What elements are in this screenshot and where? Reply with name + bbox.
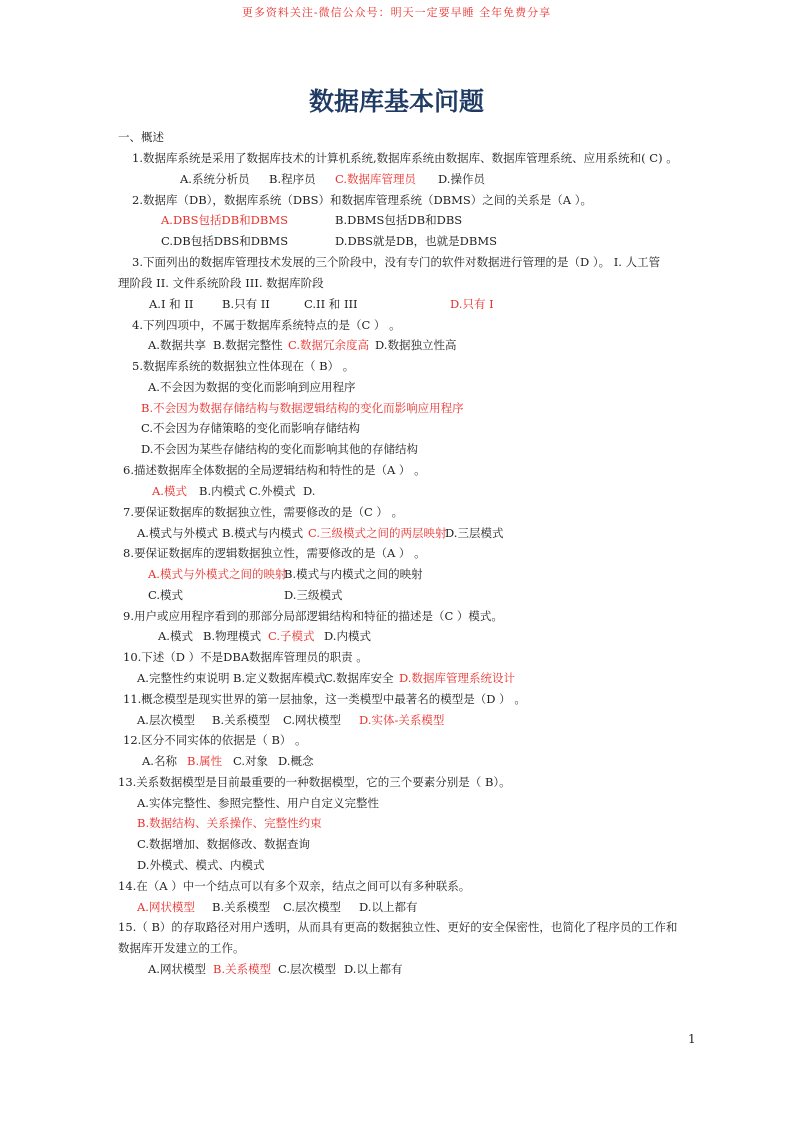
answer-option-correct: A.DBS包括DB和DBMS	[161, 213, 289, 227]
answer-option: A.不会因为数据的变化而影响到应用程序	[148, 380, 356, 394]
answer-option-correct: A.模式	[152, 484, 187, 498]
answer-option-correct: B.不会因为数据存储结构与数据逻辑结构的变化而影响应用程序	[141, 401, 464, 415]
answer-option: A.层次模型	[137, 713, 195, 727]
answer-option: B.数据完整性	[213, 338, 283, 352]
answer-option: C.数据库安全	[324, 671, 394, 685]
answer-option: D.外模式、模式、内模式	[137, 858, 265, 872]
answer-option: D.内模式	[324, 629, 371, 643]
answer-option: D.数据独立性高	[375, 338, 457, 352]
answer-option: B.只有 II	[222, 297, 270, 311]
question-stem: 11.概念模型是现实世界的第一层抽象，这一类模型中最著名的模型是（D ） 。	[123, 692, 526, 706]
answer-option: D.	[303, 484, 316, 498]
answer-option-correct: D.只有 I	[450, 297, 494, 311]
answer-option: C.数据增加、数据修改、数据查询	[137, 837, 311, 851]
answer-option: D.三层模式	[445, 526, 504, 540]
question-stem: 7.要保证数据库的数据独立性，需要修改的是（C ） 。	[123, 505, 404, 519]
answer-option-correct: C.子模式	[268, 629, 315, 643]
answer-option: B.内模式	[199, 484, 246, 498]
answer-option-correct: C.数据库管理员	[335, 172, 417, 186]
answer-option: C.层次模型	[278, 962, 337, 976]
answer-option: A.完整性约束说明	[137, 671, 230, 685]
answer-option: D.不会因为某些存储结构的变化而影响其他的存储结构	[141, 442, 418, 456]
answer-option: C.不会因为存储策略的变化而影响存储结构	[141, 421, 361, 435]
answer-option: B.模式与内模式之间的映射	[284, 567, 423, 581]
answer-option: C.层次模型	[283, 900, 342, 914]
answer-option: A.系统分析员	[180, 172, 250, 186]
answer-option: A.数据共享	[148, 338, 206, 352]
answer-option: A.模式	[158, 629, 193, 643]
answer-option: B.模式与内模式	[222, 526, 304, 540]
answer-option: B.关系模型	[212, 900, 271, 914]
answer-option: B.程序员	[269, 172, 316, 186]
answer-option: C.网状模型	[283, 713, 342, 727]
answer-option: B.物理模式	[203, 629, 262, 643]
answer-option-correct: C.数据冗余度高	[288, 338, 370, 352]
answer-option: A.名称	[142, 754, 177, 768]
answer-option: C.外模式	[249, 484, 296, 498]
answer-option-correct: B.关系模型	[213, 962, 272, 976]
answer-option-correct: A.网状模型	[137, 900, 195, 914]
answer-option-correct: D.数据库管理系统设计	[399, 671, 515, 685]
answer-option-correct: B.属性	[187, 754, 223, 768]
answer-option-correct: D.实体-关系模型	[359, 713, 445, 727]
question-stem: 5.数据库系统的数据独立性体现在（ B） 。	[132, 359, 355, 373]
header-banner: 更多资料关注-微信公众号：明天一定要早睡 全年免费分享	[241, 6, 552, 19]
answer-option: B.定义数据库模式	[233, 671, 326, 685]
answer-option: A.实体完整性、参照完整性、用户自定义完整性	[137, 796, 379, 810]
answer-option: D.概念	[278, 754, 314, 768]
answer-option-correct: C.三级模式之间的两层映射	[308, 526, 447, 540]
answer-option: D.三级模式	[284, 588, 343, 602]
answer-option: C.II 和 III	[304, 297, 358, 311]
answer-option: A.网状模型	[148, 962, 206, 976]
answer-option: C.对象	[233, 754, 269, 768]
answer-option: D.以上都有	[344, 962, 403, 976]
answer-option-correct: B.数据结构、关系操作、完整性约束	[137, 816, 322, 830]
answer-option: C.DB包括DBS和DBMS	[161, 234, 289, 248]
question-stem: 8.要保证数据库的逻辑数据独立性，需要修改的是（A ） 。	[123, 546, 426, 560]
question-stem: 15.（ B）的存取路径对用户透明，从而具有更高的数据独立性、更好的安全保密性，也简化了程序员的工作和	[118, 920, 678, 934]
question-stem: 6.描述数据库全体数据的全局逻辑结构和特性的是（A ） 。	[123, 463, 426, 477]
answer-option: A.模式与外模式	[137, 526, 218, 540]
question-stem: 理阶段 II. 文件系统阶段 III. 数据库阶段	[118, 276, 324, 290]
answer-option: B.关系模型	[212, 713, 271, 727]
answer-option-correct: A.模式与外模式之间的映射	[148, 567, 287, 581]
page-title: 数据库基本问题	[308, 87, 484, 116]
question-stem: 10.下述（D ）不是DBA数据库管理员的职责 。	[123, 650, 368, 664]
question-stem: 1.数据库系统是采用了数据库技术的计算机系统,数据库系统由数据库、数据库管理系统、应用系统和( C) 。	[132, 151, 678, 165]
question-stem: 3.下面列出的数据库管理技术发展的三个阶段中，没有专门的软件对数据进行管理的是（D ）。 I. 人工管	[132, 255, 661, 269]
question-stem: 13.关系数据模型是目前最重要的一种数据模型，它的三个要素分别是（ B）。	[118, 775, 511, 789]
question-stem: 4.下列四项中，不属于数据库系统特点的是（C ） 。	[132, 318, 401, 332]
question-stem: 12.区分不同实体的依据是（ B） 。	[123, 733, 307, 747]
answer-option: D.以上都有	[359, 900, 418, 914]
question-stem: 2.数据库（DB），数据库系统（DBS）和数据库管理系统（DBMS）之间的关系是（A ）。	[132, 193, 592, 207]
section-heading: 一、概述	[118, 130, 164, 144]
page-number: 1	[688, 1032, 696, 1046]
question-stem: 14.在（A ）中一个结点可以有多个双亲，结点之间可以有多种联系。	[118, 879, 471, 893]
answer-option: C.模式	[148, 588, 184, 602]
answer-option: D.操作员	[438, 172, 485, 186]
answer-option: A.I 和 II	[149, 297, 194, 311]
question-stem: 9.用户或应用程序看到的那部分局部逻辑结构和特征的描述是（C ）模式。	[123, 609, 503, 623]
answer-option: D.DBS就是DB，也就是DBMS	[335, 234, 498, 248]
question-stem: 数据库开发建立的工作。	[118, 941, 245, 955]
answer-option: B.DBMS包括DB和DBS	[335, 213, 463, 227]
